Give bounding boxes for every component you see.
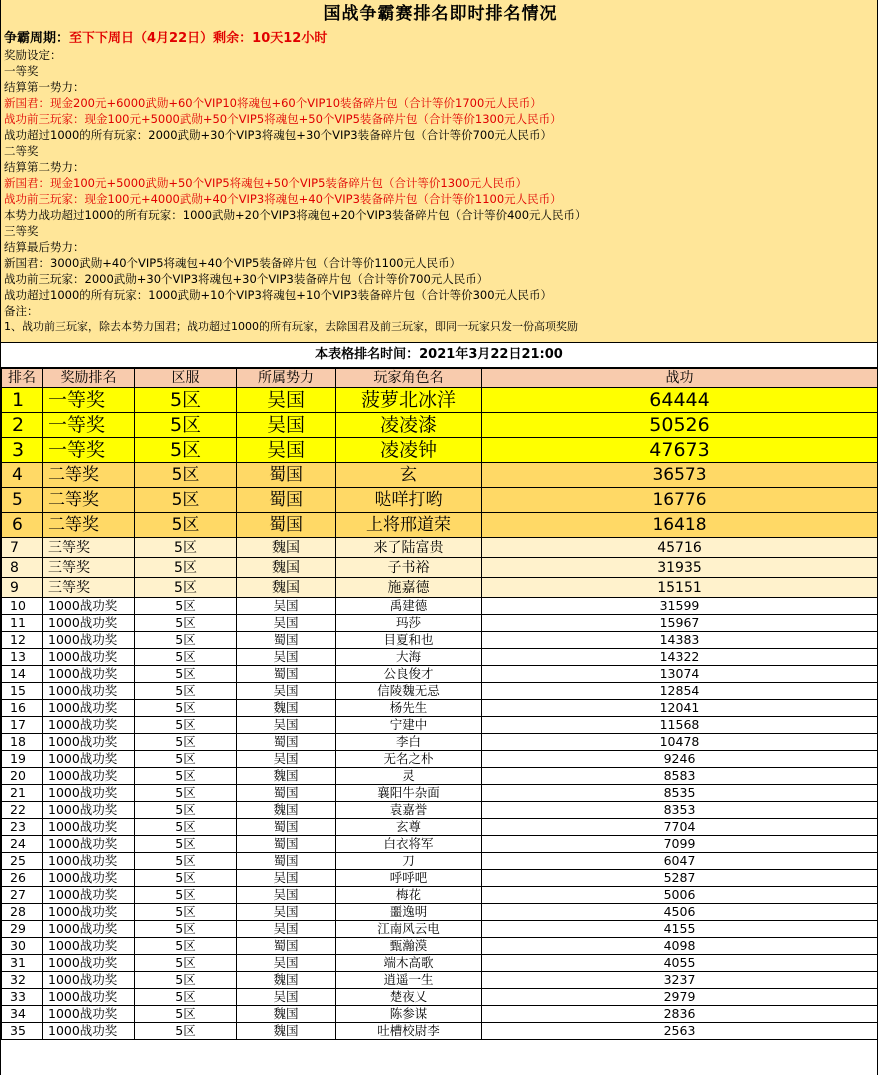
merit-cell: 64444 bbox=[482, 388, 878, 413]
rank-cell: 35 bbox=[2, 1023, 43, 1040]
server-cell: 5区 bbox=[135, 938, 237, 955]
rank-cell: 30 bbox=[2, 938, 43, 955]
merit-cell: 9246 bbox=[482, 751, 878, 768]
rank-cell: 3 bbox=[2, 438, 43, 463]
server-cell: 5区 bbox=[135, 683, 237, 700]
rule-line: 三等奖 bbox=[4, 224, 39, 238]
header-rank: 排名 bbox=[2, 369, 43, 388]
rank-cell: 2 bbox=[2, 413, 43, 438]
faction-cell: 吴国 bbox=[237, 887, 336, 904]
server-cell: 5区 bbox=[135, 972, 237, 989]
rank-cell: 16 bbox=[2, 700, 43, 717]
rank-cell: 19 bbox=[2, 751, 43, 768]
cycle-label: 争霸周期： bbox=[4, 31, 70, 46]
table-row bbox=[2, 921, 878, 938]
reward-cell: 1000战功奖 bbox=[43, 632, 135, 649]
player-cell: 玄尊 bbox=[336, 819, 482, 836]
faction-cell: 蜀国 bbox=[237, 734, 336, 751]
rank-cell: 18 bbox=[2, 734, 43, 751]
player-cell: 呼呼吧 bbox=[336, 870, 482, 887]
player-cell: 袁嘉誉 bbox=[336, 802, 482, 819]
merit-cell: 15151 bbox=[482, 578, 878, 598]
table-row bbox=[2, 717, 878, 734]
faction-cell: 吴国 bbox=[237, 683, 336, 700]
rank-cell: 5 bbox=[2, 488, 43, 513]
merit-cell: 15967 bbox=[482, 615, 878, 632]
player-cell: 宁建中 bbox=[336, 717, 482, 734]
player-cell: 甄瀚漠 bbox=[336, 938, 482, 955]
faction-cell: 吴国 bbox=[237, 598, 336, 615]
rule-line: 二等奖 bbox=[4, 144, 39, 158]
table-row bbox=[2, 870, 878, 887]
faction-cell: 蜀国 bbox=[237, 463, 336, 488]
faction-cell: 蜀国 bbox=[237, 666, 336, 683]
merit-cell: 45716 bbox=[482, 538, 878, 558]
table-row bbox=[2, 438, 878, 463]
player-cell: 哒咩打哟 bbox=[336, 488, 482, 513]
rank-cell: 27 bbox=[2, 887, 43, 904]
merit-cell: 50526 bbox=[482, 413, 878, 438]
faction-cell: 蜀国 bbox=[237, 785, 336, 802]
reward-cell: 三等奖 bbox=[43, 578, 135, 598]
player-cell: 来了陆富贵 bbox=[336, 538, 482, 558]
merit-cell: 4098 bbox=[482, 938, 878, 955]
player-cell: 子书裕 bbox=[336, 558, 482, 578]
rank-cell: 29 bbox=[2, 921, 43, 938]
reward-cell: 二等奖 bbox=[43, 513, 135, 538]
reward-cell: 1000战功奖 bbox=[43, 938, 135, 955]
table-row bbox=[2, 836, 878, 853]
table-body bbox=[2, 388, 878, 1040]
player-cell: 玛莎 bbox=[336, 615, 482, 632]
player-cell: 吐槽校尉李 bbox=[336, 1023, 482, 1040]
table-row bbox=[2, 413, 878, 438]
header-server: 区服 bbox=[135, 369, 237, 388]
server-cell: 5区 bbox=[135, 921, 237, 938]
faction-cell: 吴国 bbox=[237, 955, 336, 972]
rank-cell: 24 bbox=[2, 836, 43, 853]
server-cell: 5区 bbox=[135, 870, 237, 887]
player-cell: 梅花 bbox=[336, 887, 482, 904]
table-row bbox=[2, 904, 878, 921]
table-row bbox=[2, 1023, 878, 1040]
player-cell: 噩逸明 bbox=[336, 904, 482, 921]
table-row bbox=[2, 538, 878, 558]
merit-cell: 10478 bbox=[482, 734, 878, 751]
faction-cell: 蜀国 bbox=[237, 488, 336, 513]
faction-cell: 魏国 bbox=[237, 802, 336, 819]
player-cell: 江南风云电 bbox=[336, 921, 482, 938]
table-row bbox=[2, 972, 878, 989]
server-cell: 5区 bbox=[135, 578, 237, 598]
server-cell: 5区 bbox=[135, 538, 237, 558]
reward-cell: 1000战功奖 bbox=[43, 836, 135, 853]
server-cell: 5区 bbox=[135, 632, 237, 649]
server-cell: 5区 bbox=[135, 438, 237, 463]
merit-cell: 5006 bbox=[482, 887, 878, 904]
ranking-table bbox=[1, 368, 878, 1040]
rank-cell: 33 bbox=[2, 989, 43, 1006]
server-cell: 5区 bbox=[135, 717, 237, 734]
table-row bbox=[2, 388, 878, 413]
table-row bbox=[2, 955, 878, 972]
reward-cell: 一等奖 bbox=[43, 438, 135, 463]
rule-line: 新国君：现金200元+6000武勋+60个VIP10将魂包+60个VIP10装备碎片包（合计等价1700元人民币） bbox=[4, 96, 542, 110]
cycle-value: 至下下周日（4月22日）剩余：10天12小时 bbox=[69, 31, 328, 46]
server-cell: 5区 bbox=[135, 836, 237, 853]
merit-cell: 12854 bbox=[482, 683, 878, 700]
player-cell: 凌凌漆 bbox=[336, 413, 482, 438]
faction-cell: 蜀国 bbox=[237, 632, 336, 649]
rank-cell: 13 bbox=[2, 649, 43, 666]
merit-cell: 8353 bbox=[482, 802, 878, 819]
faction-cell: 吴国 bbox=[237, 921, 336, 938]
reward-cell: 1000战功奖 bbox=[43, 972, 135, 989]
merit-cell: 14322 bbox=[482, 649, 878, 666]
table-row bbox=[2, 768, 878, 785]
table-header bbox=[2, 369, 878, 388]
merit-cell: 7704 bbox=[482, 819, 878, 836]
rank-cell: 34 bbox=[2, 1006, 43, 1023]
reward-cell: 1000战功奖 bbox=[43, 1023, 135, 1040]
rule-line: 结算第二势力： bbox=[4, 160, 85, 174]
table-row bbox=[2, 632, 878, 649]
server-cell: 5区 bbox=[135, 785, 237, 802]
table-row bbox=[2, 887, 878, 904]
rule-line: 战功前三玩家：现金100元+4000武勋+40个VIP3将魂包+40个VIP3装备碎片包（合计等价1100元人民币） bbox=[4, 192, 562, 206]
cycle-line bbox=[4, 30, 877, 47]
merit-cell: 6047 bbox=[482, 853, 878, 870]
faction-cell: 吴国 bbox=[237, 989, 336, 1006]
rank-cell: 31 bbox=[2, 955, 43, 972]
faction-cell: 吴国 bbox=[237, 413, 336, 438]
faction-cell: 魏国 bbox=[237, 538, 336, 558]
player-cell: 襄阳牛杂面 bbox=[336, 785, 482, 802]
page-title: 国战争霸赛排名即时排名情况 bbox=[323, 4, 558, 24]
faction-cell: 魏国 bbox=[237, 972, 336, 989]
rule-line: 战功超过1000的所有玩家：1000武勋+10个VIP3将魂包+10个VIP3装备碎片包（合计等价300元人民币） bbox=[4, 288, 553, 302]
server-cell: 5区 bbox=[135, 413, 237, 438]
header-player: 玩家角色名 bbox=[336, 369, 482, 388]
faction-cell: 蜀国 bbox=[237, 836, 336, 853]
faction-cell: 蜀国 bbox=[237, 853, 336, 870]
server-cell: 5区 bbox=[135, 1023, 237, 1040]
merit-cell: 2836 bbox=[482, 1006, 878, 1023]
merit-cell: 4506 bbox=[482, 904, 878, 921]
player-cell: 李白 bbox=[336, 734, 482, 751]
server-cell: 5区 bbox=[135, 700, 237, 717]
reward-cell: 1000战功奖 bbox=[43, 683, 135, 700]
player-cell: 目夏和也 bbox=[336, 632, 482, 649]
merit-cell: 8535 bbox=[482, 785, 878, 802]
faction-cell: 吴国 bbox=[237, 438, 336, 463]
rule-line: 战功前三玩家：现金100元+5000武勋+50个VIP5将魂包+50个VIP5装备碎片包（合计等价1300元人民币） bbox=[4, 112, 562, 126]
rank-cell: 25 bbox=[2, 853, 43, 870]
server-cell: 5区 bbox=[135, 388, 237, 413]
player-cell: 公良俊才 bbox=[336, 666, 482, 683]
reward-cell: 1000战功奖 bbox=[43, 853, 135, 870]
rank-cell: 20 bbox=[2, 768, 43, 785]
reward-cell: 1000战功奖 bbox=[43, 870, 135, 887]
faction-cell: 魏国 bbox=[237, 700, 336, 717]
header-reward: 奖励排名 bbox=[43, 369, 135, 388]
merit-cell: 31599 bbox=[482, 598, 878, 615]
server-cell: 5区 bbox=[135, 558, 237, 578]
player-cell: 禹建德 bbox=[336, 598, 482, 615]
table-row bbox=[2, 666, 878, 683]
table-row bbox=[2, 989, 878, 1006]
rule-line: 新国君：3000武勋+40个VIP5将魂包+40个VIP5装备碎片包（合计等价1100元人民币） bbox=[4, 256, 462, 270]
server-cell: 5区 bbox=[135, 768, 237, 785]
reward-cell: 一等奖 bbox=[43, 413, 135, 438]
table-row bbox=[2, 683, 878, 700]
merit-cell: 11568 bbox=[482, 717, 878, 734]
merit-cell: 4055 bbox=[482, 955, 878, 972]
rank-cell: 4 bbox=[2, 463, 43, 488]
faction-cell: 吴国 bbox=[237, 904, 336, 921]
player-cell: 楚夜乂 bbox=[336, 989, 482, 1006]
faction-cell: 魏国 bbox=[237, 768, 336, 785]
rule-line: 一等奖 bbox=[4, 64, 39, 78]
server-cell: 5区 bbox=[135, 488, 237, 513]
table-row bbox=[2, 853, 878, 870]
table-row bbox=[2, 1006, 878, 1023]
reward-cell: 1000战功奖 bbox=[43, 887, 135, 904]
rule-line: 1、战功前三玩家，除去本势力国君；战功超过1000的所有玩家，去除国君及前三玩家，即同一玩家只发一份高项奖励 bbox=[4, 320, 578, 333]
player-cell: 菠萝北冰洋 bbox=[336, 388, 482, 413]
rank-cell: 21 bbox=[2, 785, 43, 802]
merit-cell: 7099 bbox=[482, 836, 878, 853]
reward-cell: 1000战功奖 bbox=[43, 717, 135, 734]
merit-cell: 36573 bbox=[482, 463, 878, 488]
table-row bbox=[2, 513, 878, 538]
reward-cell: 1000战功奖 bbox=[43, 598, 135, 615]
player-cell: 灵 bbox=[336, 768, 482, 785]
server-cell: 5区 bbox=[135, 1006, 237, 1023]
reward-cell: 1000战功奖 bbox=[43, 649, 135, 666]
rule-line: 奖励设定： bbox=[4, 48, 62, 62]
reward-cell: 三等奖 bbox=[43, 558, 135, 578]
faction-cell: 吴国 bbox=[237, 870, 336, 887]
merit-cell: 47673 bbox=[482, 438, 878, 463]
reward-cell: 1000战功奖 bbox=[43, 989, 135, 1006]
rank-cell: 14 bbox=[2, 666, 43, 683]
merit-cell: 2563 bbox=[482, 1023, 878, 1040]
header-faction: 所属势力 bbox=[237, 369, 336, 388]
server-cell: 5区 bbox=[135, 904, 237, 921]
rule-line: 战功前三玩家：2000武勋+30个VIP3将魂包+30个VIP3装备碎片包（合计等价700元人民币） bbox=[4, 272, 489, 286]
player-cell: 上将邢道荣 bbox=[336, 513, 482, 538]
rank-cell: 23 bbox=[2, 819, 43, 836]
faction-cell: 魏国 bbox=[237, 558, 336, 578]
merit-cell: 4155 bbox=[482, 921, 878, 938]
server-cell: 5区 bbox=[135, 649, 237, 666]
faction-cell: 魏国 bbox=[237, 1023, 336, 1040]
reward-cell: 1000战功奖 bbox=[43, 819, 135, 836]
faction-cell: 吴国 bbox=[237, 388, 336, 413]
player-cell: 杨先生 bbox=[336, 700, 482, 717]
rule-line: 本势力战功超过1000的所有玩家：1000武勋+20个VIP3将魂包+20个VIP3装备碎片包（合计等价400元人民币） bbox=[4, 208, 587, 222]
merit-cell: 16776 bbox=[482, 488, 878, 513]
reward-cell: 1000战功奖 bbox=[43, 904, 135, 921]
player-cell: 施嘉德 bbox=[336, 578, 482, 598]
player-cell: 端木高歌 bbox=[336, 955, 482, 972]
reward-cell: 二等奖 bbox=[43, 488, 135, 513]
player-cell: 白衣将军 bbox=[336, 836, 482, 853]
reward-info-panel bbox=[1, 0, 877, 343]
faction-cell: 蜀国 bbox=[237, 819, 336, 836]
table-row bbox=[2, 785, 878, 802]
faction-cell: 吴国 bbox=[237, 649, 336, 666]
rule-line: 战功超过1000的所有玩家：2000武勋+30个VIP3将魂包+30个VIP3装备碎片包（合计等价700元人民币） bbox=[4, 128, 553, 142]
table-row bbox=[2, 598, 878, 615]
merit-cell: 12041 bbox=[482, 700, 878, 717]
rank-cell: 26 bbox=[2, 870, 43, 887]
player-cell: 信陵魏无忌 bbox=[336, 683, 482, 700]
server-cell: 5区 bbox=[135, 615, 237, 632]
rule-line: 新国君：现金100元+5000武勋+50个VIP5将魂包+50个VIP5装备碎片包（合计等价1300元人民币） bbox=[4, 176, 528, 190]
rule-line: 结算第一势力： bbox=[4, 80, 85, 94]
player-cell: 无名之朴 bbox=[336, 751, 482, 768]
merit-cell: 2979 bbox=[482, 989, 878, 1006]
server-cell: 5区 bbox=[135, 819, 237, 836]
server-cell: 5区 bbox=[135, 734, 237, 751]
rank-cell: 9 bbox=[2, 578, 43, 598]
player-cell: 玄 bbox=[336, 463, 482, 488]
table-row bbox=[2, 578, 878, 598]
faction-cell: 魏国 bbox=[237, 1006, 336, 1023]
merit-cell: 8583 bbox=[482, 768, 878, 785]
rank-cell: 15 bbox=[2, 683, 43, 700]
reward-cell: 1000战功奖 bbox=[43, 666, 135, 683]
faction-cell: 吴国 bbox=[237, 751, 336, 768]
rank-cell: 7 bbox=[2, 538, 43, 558]
server-cell: 5区 bbox=[135, 802, 237, 819]
reward-cell: 1000战功奖 bbox=[43, 921, 135, 938]
reward-cell: 1000战功奖 bbox=[43, 785, 135, 802]
player-cell: 大海 bbox=[336, 649, 482, 666]
reward-cell: 1000战功奖 bbox=[43, 1006, 135, 1023]
table-row bbox=[2, 734, 878, 751]
faction-cell: 吴国 bbox=[237, 615, 336, 632]
server-cell: 5区 bbox=[135, 955, 237, 972]
merit-cell: 31935 bbox=[482, 558, 878, 578]
reward-cell: 1000战功奖 bbox=[43, 768, 135, 785]
server-cell: 5区 bbox=[135, 513, 237, 538]
table-timestamp: 本表格排名时间：2021年3月22日21:00 bbox=[1, 343, 877, 368]
reward-cell: 1000战功奖 bbox=[43, 802, 135, 819]
table-row bbox=[2, 700, 878, 717]
merit-cell: 5287 bbox=[482, 870, 878, 887]
rank-cell: 6 bbox=[2, 513, 43, 538]
player-cell: 陈参谋 bbox=[336, 1006, 482, 1023]
rank-cell: 11 bbox=[2, 615, 43, 632]
reward-cell: 二等奖 bbox=[43, 463, 135, 488]
server-cell: 5区 bbox=[135, 887, 237, 904]
rank-cell: 28 bbox=[2, 904, 43, 921]
player-cell: 凌凌钟 bbox=[336, 438, 482, 463]
table-row bbox=[2, 488, 878, 513]
faction-cell: 蜀国 bbox=[237, 513, 336, 538]
server-cell: 5区 bbox=[135, 666, 237, 683]
server-cell: 5区 bbox=[135, 463, 237, 488]
server-cell: 5区 bbox=[135, 989, 237, 1006]
merit-cell: 16418 bbox=[482, 513, 878, 538]
reward-cell: 1000战功奖 bbox=[43, 700, 135, 717]
faction-cell: 蜀国 bbox=[237, 938, 336, 955]
reward-cell: 1000战功奖 bbox=[43, 955, 135, 972]
table-row bbox=[2, 802, 878, 819]
table-row bbox=[2, 819, 878, 836]
reward-rules bbox=[4, 47, 877, 335]
table-row bbox=[2, 558, 878, 578]
reward-cell: 三等奖 bbox=[43, 538, 135, 558]
table-row bbox=[2, 938, 878, 955]
merit-cell: 14383 bbox=[482, 632, 878, 649]
rule-line: 结算最后势力： bbox=[4, 240, 85, 254]
merit-cell: 3237 bbox=[482, 972, 878, 989]
rank-cell: 12 bbox=[2, 632, 43, 649]
rank-cell: 1 bbox=[2, 388, 43, 413]
faction-cell: 吴国 bbox=[237, 717, 336, 734]
rank-cell: 22 bbox=[2, 802, 43, 819]
faction-cell: 魏国 bbox=[237, 578, 336, 598]
rank-cell: 32 bbox=[2, 972, 43, 989]
reward-cell: 1000战功奖 bbox=[43, 734, 135, 751]
header-merit: 战功 bbox=[482, 369, 878, 388]
player-cell: 逍遥一生 bbox=[336, 972, 482, 989]
table-row bbox=[2, 615, 878, 632]
server-cell: 5区 bbox=[135, 598, 237, 615]
table-row bbox=[2, 463, 878, 488]
reward-cell: 1000战功奖 bbox=[43, 615, 135, 632]
rank-cell: 17 bbox=[2, 717, 43, 734]
merit-cell: 13074 bbox=[482, 666, 878, 683]
rank-cell: 8 bbox=[2, 558, 43, 578]
table-row bbox=[2, 751, 878, 768]
rule-line: 备注： bbox=[4, 304, 39, 318]
table-row bbox=[2, 649, 878, 666]
reward-cell: 1000战功奖 bbox=[43, 751, 135, 768]
reward-cell: 一等奖 bbox=[43, 388, 135, 413]
rank-cell: 10 bbox=[2, 598, 43, 615]
player-cell: 刀 bbox=[336, 853, 482, 870]
server-cell: 5区 bbox=[135, 751, 237, 768]
server-cell: 5区 bbox=[135, 853, 237, 870]
